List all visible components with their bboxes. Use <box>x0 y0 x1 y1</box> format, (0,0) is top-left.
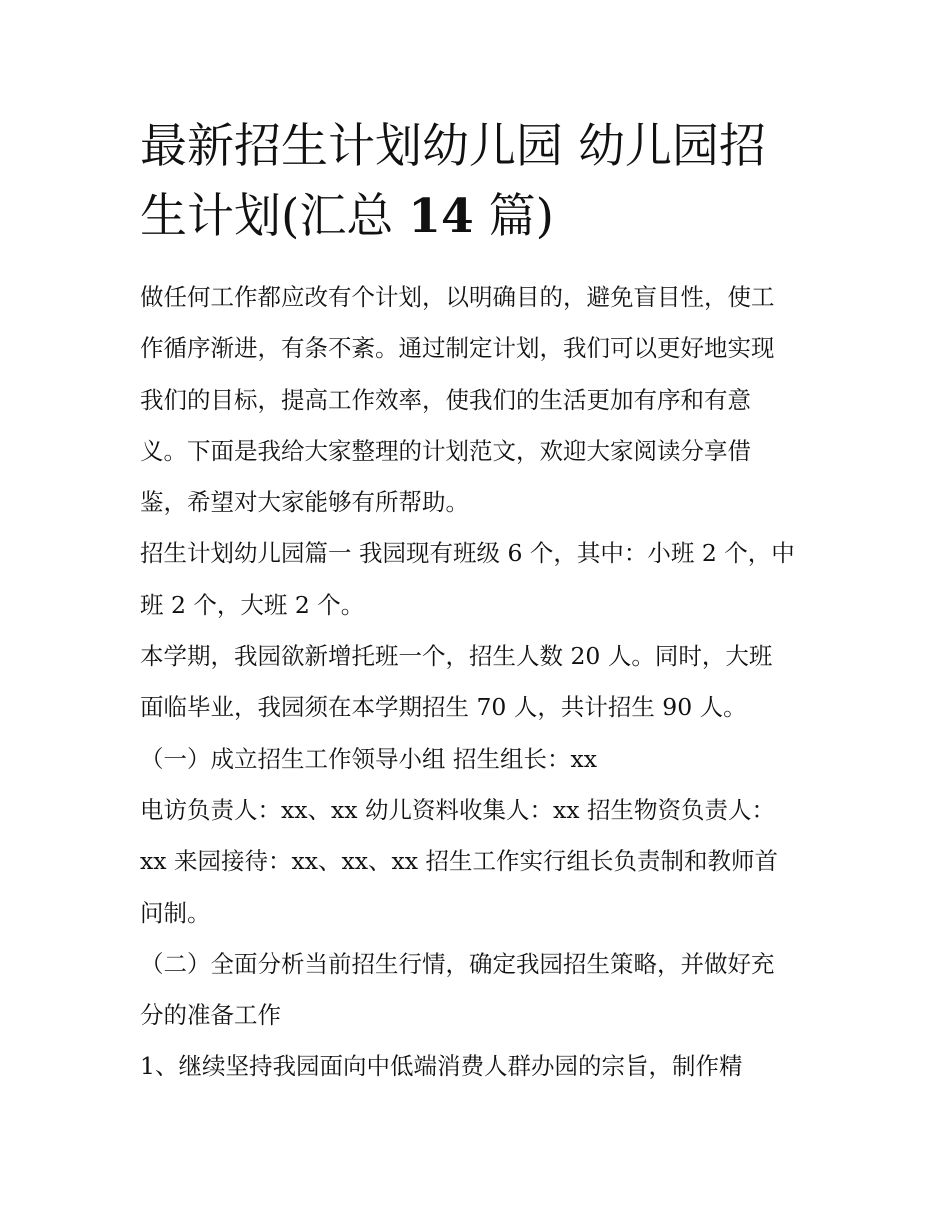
title-count: 14 <box>408 189 474 244</box>
list-item-1 <box>140 1041 820 1092</box>
paragraph-line: 我们的目标，提高工作效率，使我们的生活更加有序和有意 <box>140 385 751 414</box>
intro-paragraph <box>140 272 820 528</box>
paragraph-line: 做任何工作都应改有个计划，以明确目的，避免盲目性，使工 <box>140 283 775 311</box>
document-title <box>140 112 820 252</box>
enrollment-paragraph <box>140 631 820 734</box>
classes-paragraph <box>140 528 820 631</box>
paragraph-line: 招生计划幼儿园篇一 我园现有班级 6 个，其中：小班 2 个，中 <box>140 539 795 568</box>
paragraph-line: 面临毕业，我园须在本学期招生 70 人，共计招生 90 人。 <box>140 693 747 722</box>
paragraph-line: （一）成立招生工作领导小组 招生组长：xx <box>140 744 597 773</box>
title-line-1: 最新招生计划幼儿园 幼儿园招 <box>140 119 766 174</box>
section-heading-1 <box>140 734 820 785</box>
paragraph-line: 本学期，我园欲新增托班一个，招生人数 20 人。同时，大班 <box>140 642 773 671</box>
paragraph-line: （二）全面分析当前招生行情，确定我园招生策略，并做好充 <box>140 949 775 978</box>
paragraph-line: 鉴，希望对大家能够有所帮助。 <box>140 488 469 517</box>
paragraph-line: 分的准备工作 <box>140 1001 281 1030</box>
document-page <box>140 112 820 1093</box>
title-line-2-prefix: 生计划(汇总 <box>140 189 409 244</box>
paragraph-line: 作循序渐进，有条不紊。通过制定计划，我们可以更好地实现 <box>140 334 775 363</box>
paragraph-line: 电访负责人：xx、xx 幼儿资料收集人：xx 招生物资负责人： <box>140 795 775 824</box>
document-body <box>140 272 820 1093</box>
responsibilities-paragraph <box>140 785 820 939</box>
title-line-2-suffix: 篇) <box>473 189 554 244</box>
title-line-2 <box>140 182 820 252</box>
paragraph-line: 问制。 <box>140 898 211 927</box>
paragraph-line: 班 2 个，大班 2 个。 <box>140 590 365 619</box>
paragraph-line: 义。下面是我给大家整理的计划范文，欢迎大家阅读分享借 <box>140 436 751 465</box>
paragraph-line: 1、继续坚持我园面向中低端消费人群办园的宗旨，制作精 <box>140 1052 743 1081</box>
section-heading-2 <box>140 939 820 1042</box>
paragraph-line: xx 来园接待：xx、xx、xx 招生工作实行组长负责制和教师首 <box>140 847 778 876</box>
